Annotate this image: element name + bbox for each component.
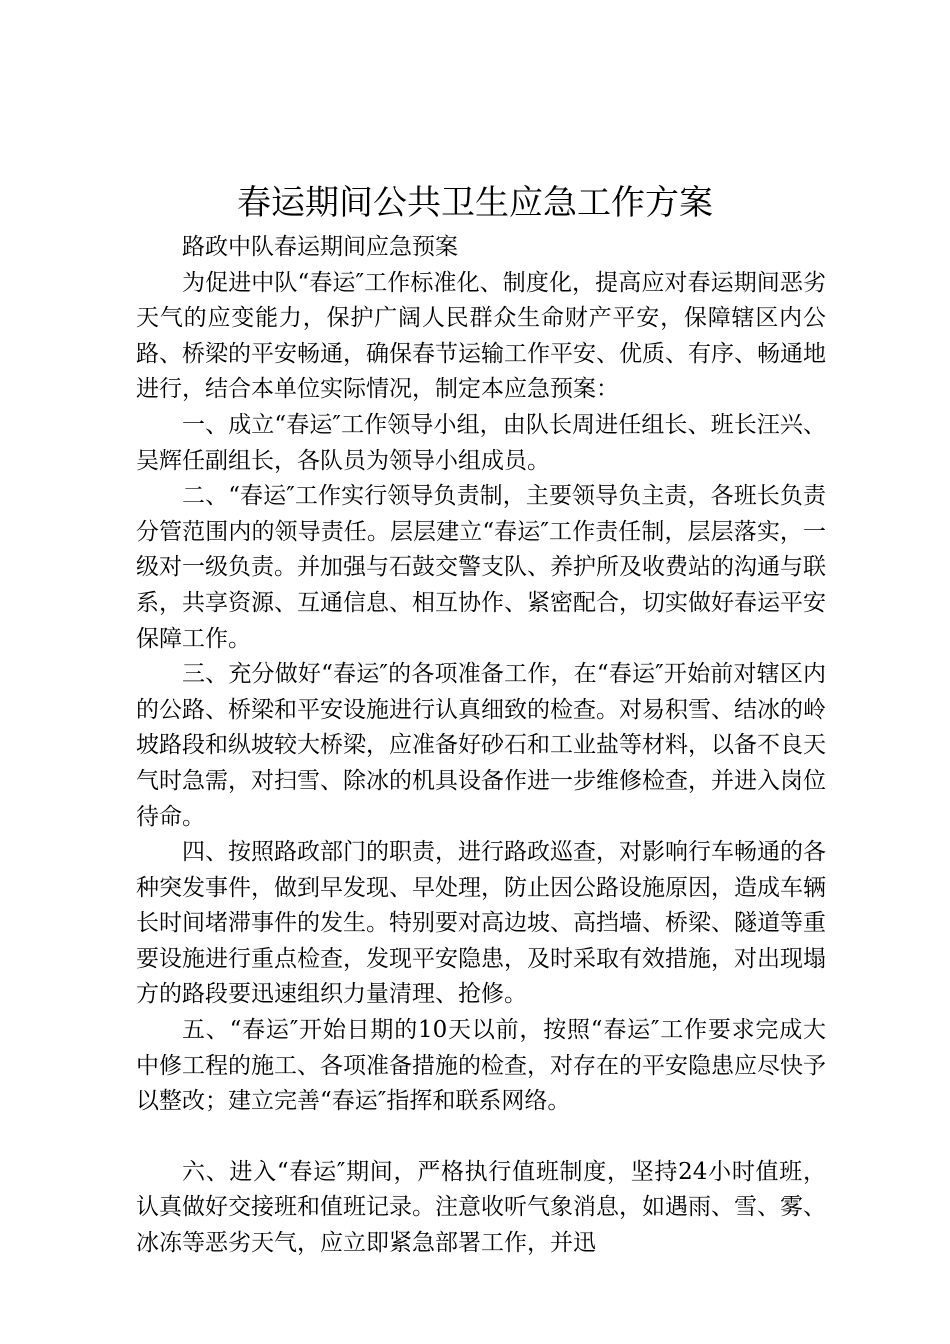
paragraph-item-4: 四、按照路政部门的职责，进行路政巡查，对影响行车畅通的各种突发事件，做到早发现、早处理，防止因公路设施原因，造成车辆长时间堵滞事件的发生。特别要对高边坡、高挡墙、桥梁、隧道等重要设施进行重点检查，发现平安隐患，及时采取有效措施，对出现塌方的路段要迅速组织力量清理、抢修。 (136, 839, 826, 1008)
paragraph-subtitle: 路政中队春运期间应急预案 (182, 234, 458, 260)
paragraph-item-3: 三、充分做好“春运″的各项准备工作，在“春运″开始前对辖区内的公路、桥梁和平安设施进行认真细致的检查。对易积雪、结冰的岭坡路段和纵坡较大桥梁，应准备好砂石和工业盐等材料，以备不良天气时急需，对扫雪、除冰的机具设备作进一步维修检查，并进入岗位待命。 (136, 661, 826, 830)
paragraph-item-6: 六、进入“春运″期间，严格执行值班制度，坚持24小时值班，认真做好交接班和值班记录。注意收听气象消息，如遇雨、雪、雾、冰冻等恶劣天气，应立即紧急部署工作，并迅 (136, 1158, 826, 1257)
document-body (136, 230, 826, 1262)
paragraph-intro: 为促进中队“春运″工作标准化、制度化，提高应对春运期间恶劣天气的应变能力，保护广阔人民群众生命财产平安，保障辖区内公路、桥梁的平安畅通，确保春节运输工作平安、优质、有序、畅通地进行，结合本单位实际情况，制定本应急预案： (136, 269, 826, 403)
document-title: 春运期间公共卫生应急工作方案 (237, 183, 713, 223)
paragraph-item-5: 五、“春运″开始日期的10天以前，按照“春运″工作要求完成大中修工程的施工、各项准备措施的检查，对存在的平安隐患应尽快予以整改；建立完善“春运″指挥和联系网络。 (136, 1017, 826, 1115)
paragraph-item-2: 二、“春运″工作实行领导负责制，主要领导负主责，各班长负责分管范围内的领导责任。层层建立“春运″工作责任制，层层落实，一级对一级负责。并加强与石鼓交警支队、养护所及收费站的沟通与联系，共享资源、互通信息、相互协作、紧密配合，切实做好春运平安保障工作。 (136, 483, 826, 652)
paragraph-item-1: 一、成立“春运″工作领导小组，由队长周进任组长、班长汪兴、吴辉任副组长，各队员为领导小组成员。 (136, 411, 826, 474)
